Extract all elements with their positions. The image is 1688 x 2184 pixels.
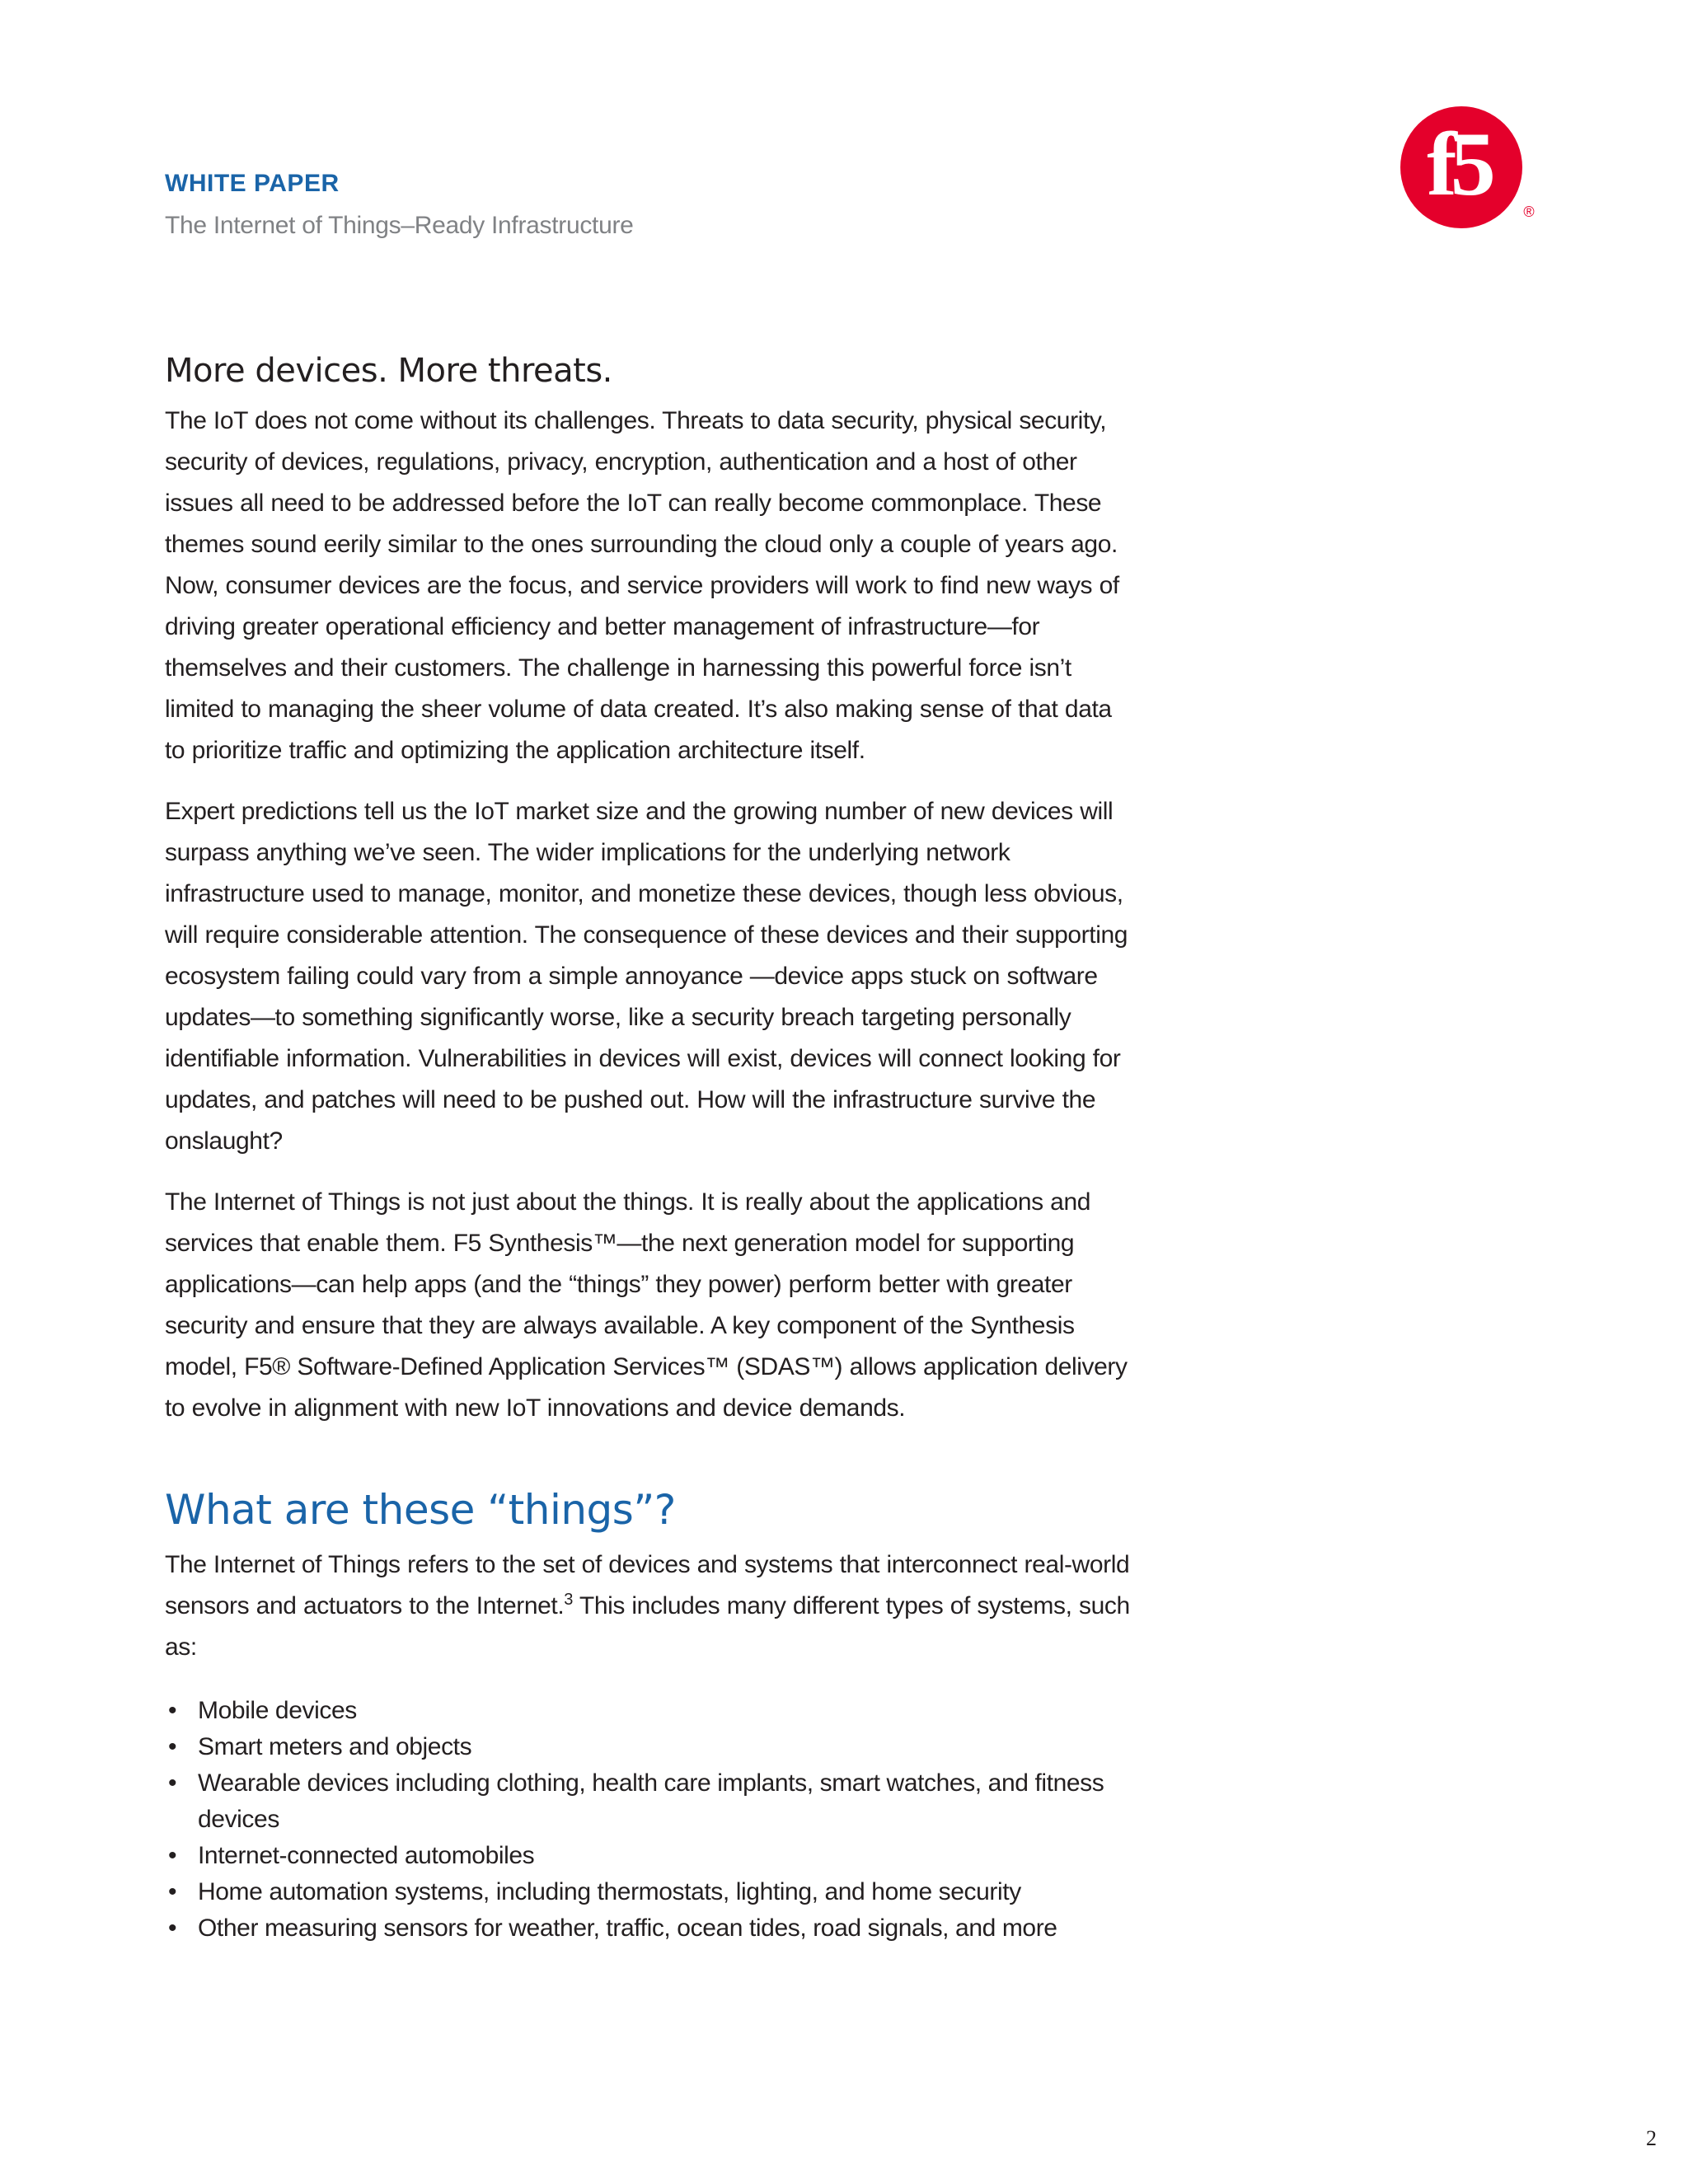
- list-item: [165, 1693, 1137, 1729]
- list-item: [165, 1729, 1137, 1765]
- main-content: [165, 346, 1137, 1947]
- document-type-label: WHITE PAPER: [165, 170, 340, 197]
- section-heading-things: What are these “things”?: [165, 1486, 676, 1534]
- list-item: [165, 1910, 1137, 1947]
- list-item-text: Wearable devices including clothing, health care implants, smart watches, and fitness devices: [198, 1769, 1104, 1833]
- bullet-icon: •: [168, 1878, 177, 1905]
- list-item-text: Other measuring sensors for weather, traffic, ocean tides, road signals, and more: [198, 1915, 1057, 1942]
- list-item-text: Mobile devices: [198, 1697, 357, 1724]
- bullet-icon: •: [168, 1769, 177, 1797]
- bullet-icon: •: [168, 1842, 177, 1869]
- list-item: [165, 1874, 1137, 1910]
- bullet-icon: •: [168, 1915, 177, 1942]
- bullet-list: [165, 1693, 1137, 1947]
- paragraph: The IoT does not come without its challenges. Threats to data security, physical security, security of devices, regulations, privacy, encryption, authentication and a host of other issues all need to be addressed before the IoT can really become commonplace. These themes sound eerily similar to the ones surrounding the cloud only a couple of years ago. Now, consumer devices are the focus, and service providers will work to find new ways of driving greater operational efficiency and better management of infrastructure—for themselves and their customers. The challenge in harnessing this powerful force isn’t limited to managing the sheer volume of data created. It’s also making sense of that data to prioritize traffic and optimizing the application architecture itself.: [165, 407, 1119, 764]
- section-heading-threats: More devices. More threats.: [165, 352, 612, 390]
- registered-mark: ®: [1523, 204, 1535, 220]
- paragraph: The Internet of Things is not just about the things. It is really about the applications and services that enable them. F5 Synthesis™—the next generation model for supporting applications—can help apps (and the “things” they power) perform better with greater security and ensure that they are always available. A key component of the Synthesis model, F5® Software-Defined Application Services™ (SDAS™) allows application delivery to evolve in alignment with new IoT innovations and device demands.: [165, 1188, 1128, 1422]
- list-item-text: Smart meters and objects: [198, 1733, 472, 1760]
- bullet-icon: •: [168, 1697, 177, 1724]
- intro-text: The Internet of Things refers to the set of devices and systems that interconnect real-world sensors and actuators to the Internet.: [165, 1551, 1130, 1619]
- list-item: [165, 1765, 1137, 1838]
- bullet-icon: •: [168, 1733, 177, 1760]
- paragraph-intro: [165, 1544, 1137, 1668]
- list-item: [165, 1838, 1137, 1874]
- list-item-text: Internet-connected automobiles: [198, 1842, 535, 1869]
- document-title: The Internet of Things–Ready Infrastructure: [165, 212, 634, 239]
- f5-logo: [1399, 105, 1539, 233]
- footnote-reference: 3: [564, 1591, 573, 1609]
- intro-text-cont: This includes many different types of systems, such as:: [165, 1592, 1130, 1661]
- list-item-text: Home automation systems, including thermostats, lighting, and home security: [198, 1878, 1021, 1905]
- paragraph: Expert predictions tell us the IoT market size and the growing number of new devices will surpass anything we’ve seen. The wider implications for the underlying network infrastructure used to manage, monitor, and monetize these devices, though less obvious, will require considerable attention. The consequence of these devices and their supporting ecosystem failing could vary from a simple annoyance —device apps stuck on software updates—to something significantly worse, like a security breach targeting personally identifiable information. Vulnerabilities in devices will exist, devices will connect looking for updates, and patches will need to be pushed out. How will the infrastructure survive the onslaught?: [165, 798, 1128, 1155]
- page-number: 2: [1646, 2126, 1657, 2150]
- logo-text: f5: [1427, 114, 1489, 214]
